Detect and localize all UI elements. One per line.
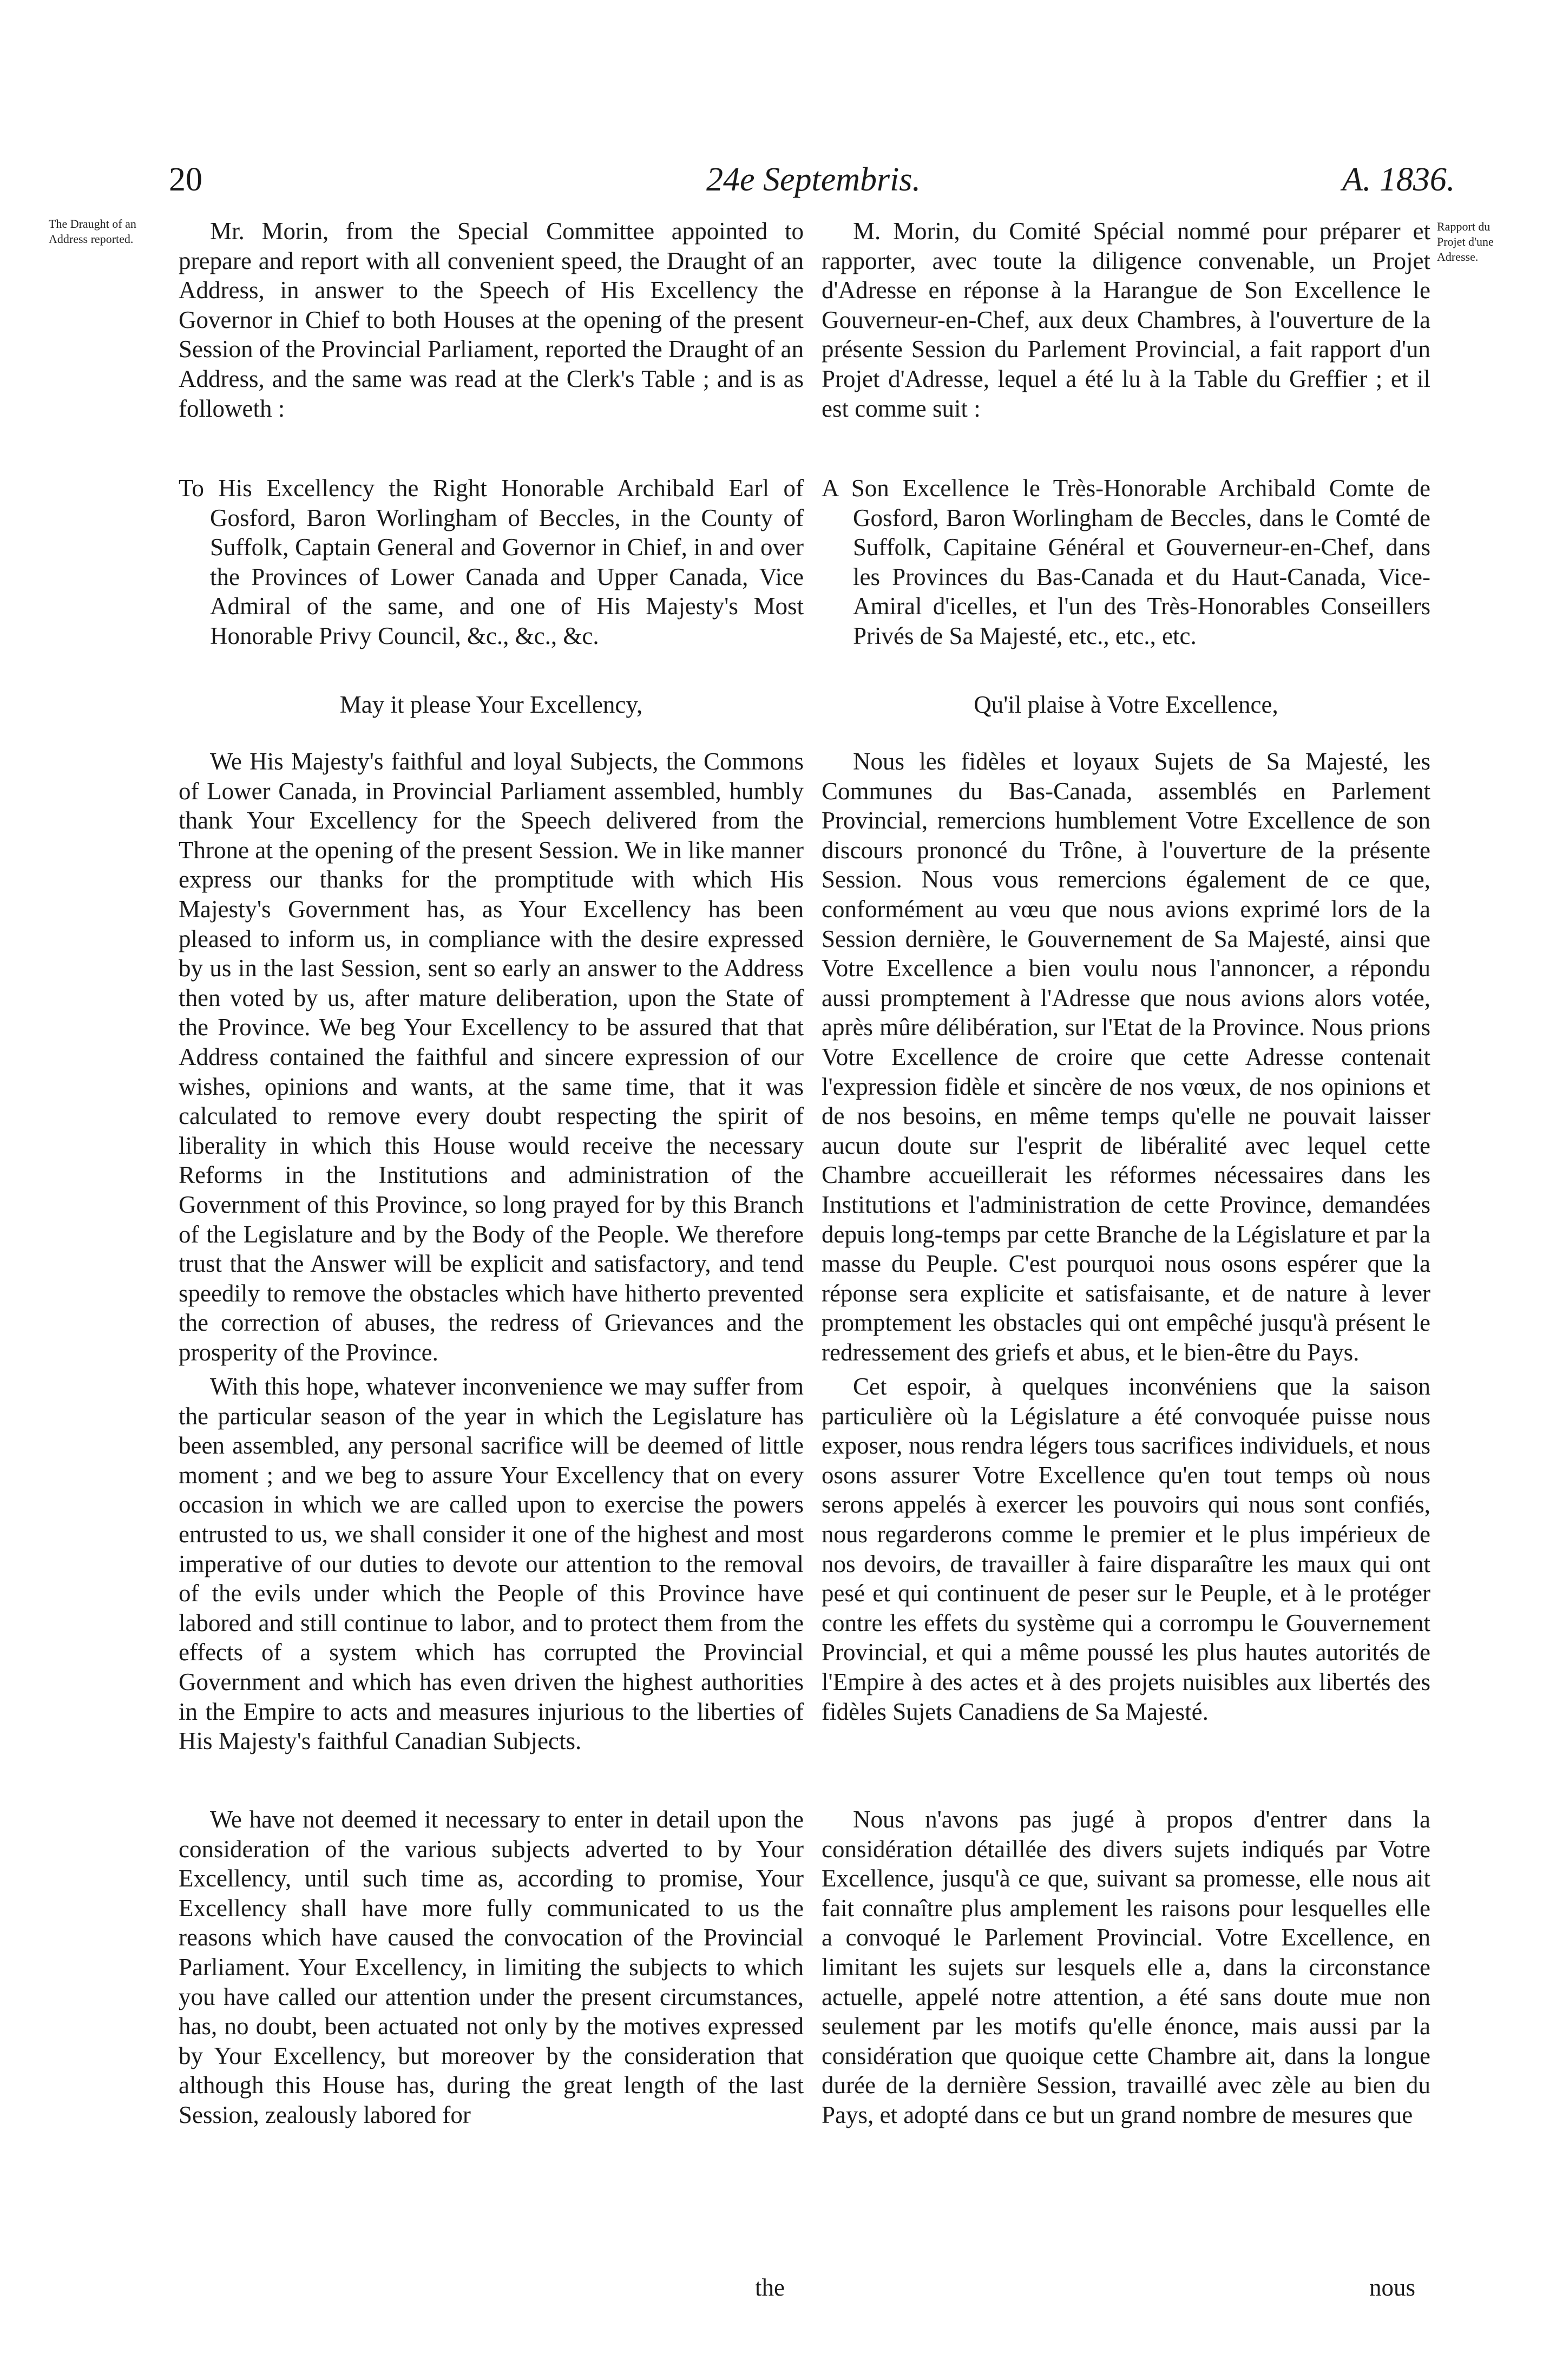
- english-paragraph-thanks: We His Majesty's faithful and loyal Subjects, the Commons of Lower Canada, in Provincial Parliament assembled, humbly thank Your Excellency for the Speech delivered from the Throne at the opening of the present Session. We in like manner express our thanks for the promptitude with which His Majesty's Government has, as Your Excellency has been pleased to inform us, in compliance with the desire expressed by us in the last Session, sent so early an answer to the Address then voted by us, after mature deliberation, upon the State of the Province. We beg Your Excellency to be assured that that Address contained the faithful and sincere expression of our wishes, opinions and wants, at the same time, that it was calculated to remove every doubt respecting the spirit of liberality in which this House would receive the necessary Reforms in the Institutions and administration of the Government of this Province, so long prayed for by this Branch of the Legislature and by the Body of the People. We therefore trust that the Answer will be explicit and satisfactory, and tend speedily to remove the obstacles which have hitherto prevented the correction of abuses, the redress of Grievances and the prosperity of the Province.: [179, 748, 804, 1366]
- english-paragraph-hope: With this hope, whatever inconvenience we may suffer from the particular season of the year in which the Legislature has been assembled, any personal sacrifice will be deemed of little moment ; and we beg to assure Your Excellency that on every occasion in which we are called upon to exercise the powers entrusted to us, we shall consider it one of the highest and most imperative of our duties to devote our attention to the removal of the evils under which the People of this Province have labored and still continue to labor, and to protect them from the effects of a system which has corrupted the Provincial Government and which has even driven the highest authorities in the Empire to acts and measures injurious to the liberties of His Majesty's faithful Canadian Subjects.: [179, 1373, 804, 1755]
- margin-note-left: The Draught of an Address reported.: [49, 217, 136, 246]
- english-catchword: the: [755, 2274, 785, 2301]
- english-address-heading: To His Excellency the Right Honorable Archibald Earl of Gosford, Baron Worlingham of Beccles, in the County of Suffolk, Captain General and Governor in Chief, in and over the Provinces of Lower Canada and Upper Canada, Vice Admiral of the same, and one of His Majesty's Most Honorable Privy Council, &c., &c., &c.: [179, 475, 804, 649]
- french-paragraph-thanks: Nous les fidèles et loyaux Sujets de Sa Majesté, les Communes du Bas-Canada, assemblés en Parlement Provincial, remercions humblement Votre Excellence de son discours prononcé du Trône, à l'ouverture de la présente Session. Nous vous remercions également de ce que, conformément au vœu que nous avions exprimé lors de la Session dernière, le Gouvernement de Sa Majesté, ainsi que Votre Excellence a bien voulu nous l'annoncer, a répondu aussi promptement à l'Adresse que nous avions alors votée, après mûre délibération, sur l'Etat de la Province. Nous prions Votre Excellence de croire que cette Adresse contenait l'expression fidèle et sincère de nos vœux, de nos opinions et de nos besoins, en même temps qu'elle ne pouvait laisser aucun doute sur l'esprit de libéralité avec lequel cette Chambre accueillerait les réformes nécessaires dans les Institutions et l'administration de cette Province, demandées depuis long-temps par cette Branche de la Législature et par la masse du Peuple. C'est pourquoi nous osons espérer que la réponse sera explicite et satisfaisante, et de nature à lever promptement les obstacles qui ont empêché jusqu'à présent le redressement des griefs et abus, et le bien-être du Pays.: [822, 748, 1430, 1366]
- page-year: A. 1836.: [1342, 161, 1455, 198]
- french-salutation: Qu'il plaise à Votre Excellence,: [974, 691, 1278, 718]
- french-paragraph-hope: Cet espoir, à quelques inconvéniens que la saison particulière où la Législature a été convoquée puisse nous exposer, nous rendra légers tous sacrifices individuels, et nous osons assurer Votre Excellence qu'en tout temps où nous serons appelés à exercer les pouvoirs qui nous sont confiés, nous regarderons comme le premier et le plus impérieux de nos devoirs, de travailler à faire disparaître les maux qui ont pesé et qui continuent de peser sur le Peuple, et à le protéger contre les effets du système qui a corrompu le Gouvernement Provincial, et qui a même poussé les plus hautes autorités de l'Empire à des actes et à des projets nuisibles aux libertés des fidèles Sujets Canadiens de Sa Majesté.: [822, 1373, 1430, 1725]
- french-catchword: nous: [1369, 2274, 1416, 2301]
- french-address-heading: A Son Excellence le Très-Honorable Archibald Comte de Gosford, Baron Worlingham de Beccles, dans le Comté de Suffolk, Capitaine Général et Gouverneur-en-Chef, dans les Provinces du Bas-Canada et du Haut-Canada, Vice-Amiral d'icelles, et l'un des Très-Honorables Conseillers Privés de Sa Majesté, etc., etc., etc.: [822, 475, 1430, 649]
- french-paragraph-subjects: Nous n'avons pas jugé à propos d'entrer dans la considération détaillée des divers sujets indiqués par Votre Excellence, jusqu'à ce que, suivant sa promesse, elle nous ait fait connaître plus amplement les raisons pour lesquelles elle a convoqué le Parlement Provincial. Votre Excellence, en limitant les sujets sur lesquels elle a, dans la circonstance actuelle, appelé notre attention, a été sans doute mue non seulement par les motifs qu'elle énonce, mais aussi par la considération que quoique cette Chambre ait, dans la longue durée de la dernière Session, travaillé avec zèle au bien du Pays, et adopté dans ce but un grand nombre de mesures que: [822, 1806, 1430, 2128]
- english-salutation: May it please Your Excellency,: [339, 691, 643, 718]
- margin-note-right: Rapport du Projet d'une Adresse.: [1437, 220, 1494, 264]
- english-paragraph-report: Mr. Morin, from the Special Committee appointed to prepare and report with all convenient speed, the Draught of an Address, in answer to the Speech of His Excellency the Governor in Chief to both Houses at the opening of the present Session of the Provincial Parliament, reported the Draught of an Address, and the same was read at the Clerk's Table ; and is as followeth :: [179, 218, 804, 422]
- page-date: 24e Septembris.: [706, 161, 921, 198]
- french-paragraph-report: M. Morin, du Comité Spécial nommé pour préparer et rapporter, avec toute la diligence convenable, un Projet d'Adresse en réponse à la Harangue de Son Excellence le Gouverneur-en-Chef, aux deux Chambres, à l'ouverture de la présente Session du Parlement Provincial, a fait rapport d'un Projet d'Adresse, lequel a été lu à la Table du Greffier ; et il est comme suit :: [822, 218, 1430, 422]
- english-paragraph-subjects: We have not deemed it necessary to enter in detail upon the consideration of the various subjects adverted to by Your Excellency, until such time as, according to promise, Your Excellency shall have more fully communicated to us the reasons which have caused the convocation of the Provincial Parliament. Your Excellency, in limiting the subjects to which you have called our attention under the present circumstances, has, no doubt, been actuated not only by the motives expressed by Your Excellency, but moreover by the consideration that although this House has, during the great length of the last Session, zealously labored for: [179, 1806, 804, 2128]
- page-number: 20: [169, 161, 202, 198]
